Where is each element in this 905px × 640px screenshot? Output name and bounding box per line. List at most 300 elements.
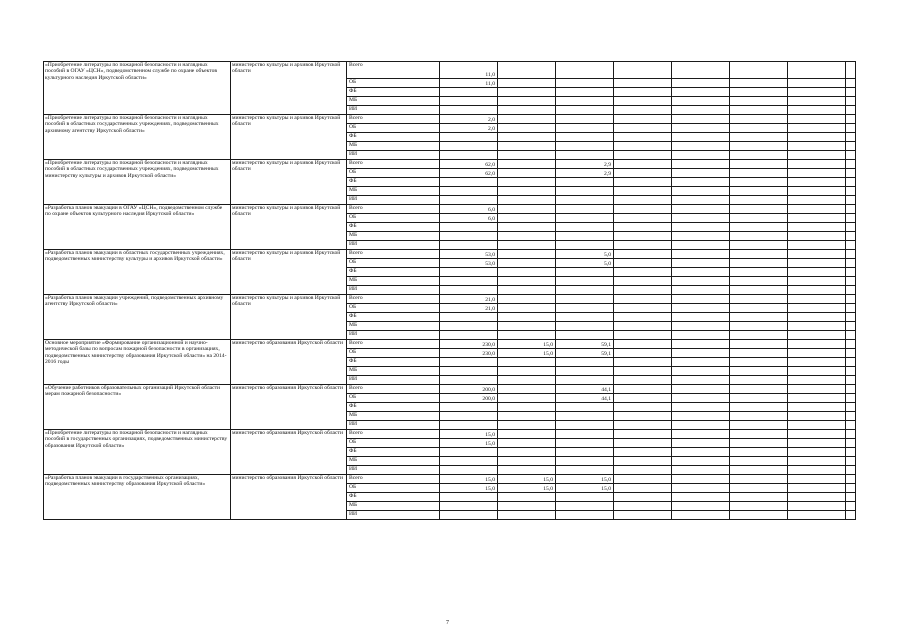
- amount-cell: [556, 133, 614, 142]
- funding-source: ФБ: [347, 493, 440, 502]
- amount-cell: [788, 394, 846, 403]
- table-row: [44, 250, 856, 259]
- amount-cell: 59,1: [556, 340, 614, 349]
- amount-cell: [846, 340, 856, 349]
- measure-name: «Приобретение литературы по пожарной безопасности и наглядных пособий в областных государственных учреждениях, подведомственных министерству культуры и архивов Иркутской области»: [44, 160, 231, 205]
- amount-cell: [672, 439, 730, 448]
- amount-cell: [672, 475, 730, 484]
- amount-cell: [788, 115, 846, 124]
- amount-cell: [730, 62, 788, 79]
- amount-cell: [846, 439, 856, 448]
- amount-cell: [556, 412, 614, 421]
- amount-cell: [498, 205, 556, 214]
- amount-cell: [556, 448, 614, 457]
- funding-source: ОБ: [347, 169, 440, 178]
- table-row: [44, 205, 856, 214]
- amount-cell: [672, 457, 730, 466]
- amount-cell: 2,0: [440, 124, 498, 133]
- amount-cell: [846, 493, 856, 502]
- amount-cell: [614, 421, 672, 430]
- amount-cell: [498, 178, 556, 187]
- amount-cell: [556, 88, 614, 97]
- amount-cell: [498, 493, 556, 502]
- amount-cell: [614, 322, 672, 331]
- amount-cell: [788, 403, 846, 412]
- amount-cell: [556, 196, 614, 205]
- amount-cell: [498, 403, 556, 412]
- measure-name: «Приобретение литературы по пожарной безопасности и наглядных пособий в государственных организациях, подведомственных министерству образования Иркутской области»: [44, 430, 231, 475]
- amount-cell: [556, 97, 614, 106]
- amount-cell: [788, 421, 846, 430]
- amount-cell: [788, 286, 846, 295]
- amount-cell: [614, 403, 672, 412]
- amount-cell: [556, 268, 614, 277]
- amount-cell: [614, 376, 672, 385]
- amount-cell: [614, 412, 672, 421]
- amount-cell: [498, 511, 556, 520]
- amount-cell: 5,0: [556, 259, 614, 268]
- amount-cell: [672, 250, 730, 259]
- amount-cell: [846, 277, 856, 286]
- amount-cell: [846, 223, 856, 232]
- amount-cell: [440, 62, 498, 79]
- amount-cell: [498, 412, 556, 421]
- amount-cell: 2,9: [556, 160, 614, 169]
- funding-source: ИИ: [347, 286, 440, 295]
- amount-cell: [614, 62, 672, 79]
- responsible-executor: министерство культуры и архивов Иркутской области: [231, 295, 347, 340]
- amount-cell: [730, 448, 788, 457]
- funding-source: ФБ: [347, 268, 440, 277]
- amount-cell: 15,0: [498, 484, 556, 493]
- amount-cell: [614, 232, 672, 241]
- amount-cell: [440, 421, 498, 430]
- amount-cell: [440, 466, 498, 475]
- amount-cell: [846, 142, 856, 151]
- amount-cell: [672, 106, 730, 115]
- amount-cell: [440, 358, 498, 367]
- funding-source: Всего: [347, 115, 440, 124]
- amount-cell: [730, 133, 788, 142]
- amount-cell: [788, 133, 846, 142]
- amount-cell: [788, 376, 846, 385]
- amount-cell: [672, 88, 730, 97]
- amount-cell: [730, 295, 788, 304]
- amount-cell: [672, 340, 730, 349]
- amount-cell: [672, 124, 730, 133]
- amount-cell: [614, 97, 672, 106]
- funding-source: МБ: [347, 97, 440, 106]
- funding-source: МБ: [347, 502, 440, 511]
- amount-cell: [556, 403, 614, 412]
- amount-cell: [788, 169, 846, 178]
- amount-cell: [730, 385, 788, 394]
- responsible-executor: министерство культуры и архивов Иркутской области: [231, 62, 347, 115]
- amount-cell: [440, 196, 498, 205]
- amount-cell: [672, 412, 730, 421]
- amount-cell: [440, 133, 498, 142]
- amount-cell: [846, 151, 856, 160]
- amount-cell: [846, 349, 856, 358]
- amount-cell: [498, 313, 556, 322]
- amount-cell: [614, 439, 672, 448]
- amount-cell: [498, 502, 556, 511]
- amount-cell: [556, 313, 614, 322]
- amount-cell: [556, 178, 614, 187]
- funding-source: ИИ: [347, 376, 440, 385]
- amount-cell: [846, 457, 856, 466]
- amount-cell: [788, 223, 846, 232]
- amount-cell: [730, 412, 788, 421]
- amount-cell: [730, 349, 788, 358]
- amount-cell: [614, 178, 672, 187]
- amount-cell: [788, 304, 846, 313]
- amount-cell: [498, 376, 556, 385]
- amount-cell: [672, 511, 730, 520]
- amount-cell: [730, 250, 788, 259]
- page-number: 7: [446, 620, 449, 626]
- amount-cell: [614, 223, 672, 232]
- amount-cell: [614, 367, 672, 376]
- funding-source: МБ: [347, 232, 440, 241]
- amount-cell: [846, 385, 856, 394]
- amount-cell: [788, 466, 846, 475]
- amount-cell: [614, 124, 672, 133]
- amount-cell: [498, 358, 556, 367]
- amount-cell: [498, 277, 556, 286]
- amount-cell: [788, 196, 846, 205]
- document-page: [43, 61, 855, 520]
- amount-cell: [788, 313, 846, 322]
- amount-cell: [498, 88, 556, 97]
- measure-name: «Разработка планов эвакуации в областных государственных учреждениях, подведомственных министерству культуры и архивов Иркутской области»: [44, 250, 231, 295]
- amount-cell: [556, 277, 614, 286]
- amount-cell: [614, 484, 672, 493]
- amount-cell: [788, 484, 846, 493]
- amount-cell: [498, 322, 556, 331]
- amount-cell: [672, 259, 730, 268]
- amount-cell: [672, 430, 730, 439]
- funding-source: Всего: [347, 385, 440, 394]
- amount-cell: [846, 475, 856, 484]
- amount-cell: [672, 448, 730, 457]
- amount-cell: [730, 394, 788, 403]
- amount-cell: [556, 358, 614, 367]
- responsible-executor: министерство образования Иркутской области: [231, 475, 347, 520]
- amount-cell: [614, 448, 672, 457]
- amount-cell: [614, 268, 672, 277]
- funding-source: ФБ: [347, 88, 440, 97]
- amount-cell: [846, 187, 856, 196]
- amount-cell: [614, 430, 672, 439]
- amount-cell: [614, 160, 672, 169]
- amount-cell: [788, 142, 846, 151]
- amount-cell: 21,0: [440, 304, 498, 313]
- amount-cell: [498, 160, 556, 169]
- amount-cell: [730, 457, 788, 466]
- amount-cell: [730, 493, 788, 502]
- funding-source: ИИ: [347, 511, 440, 520]
- amount-cell: [730, 268, 788, 277]
- amount-cell: [440, 493, 498, 502]
- amount-cell: [730, 502, 788, 511]
- amount-cell: [672, 277, 730, 286]
- amount-cell: [614, 133, 672, 142]
- amount-cell: 200,0: [440, 385, 498, 394]
- amount-cell: [556, 241, 614, 250]
- amount-cell: [498, 268, 556, 277]
- measure-name: «Разработка планов эвакуации в ОГАУ «ЦСН», подведомственном службе по охране объектов культурного наследия Иркутской области»: [44, 205, 231, 250]
- amount-cell: [846, 106, 856, 115]
- amount-cell: [440, 142, 498, 151]
- amount-cell: [672, 322, 730, 331]
- amount-cell: [556, 322, 614, 331]
- amount-cell: [440, 313, 498, 322]
- amount-cell: [846, 268, 856, 277]
- table-row: [44, 115, 856, 124]
- funding-source: ИИ: [347, 106, 440, 115]
- funding-source: Всего: [347, 250, 440, 259]
- amount-cell: [498, 367, 556, 376]
- amount-cell: [440, 322, 498, 331]
- amount-value: 11,0: [485, 71, 495, 78]
- amount-cell: [730, 196, 788, 205]
- amount-cell: [846, 115, 856, 124]
- amount-cell: 62,0: [440, 169, 498, 178]
- amount-cell: [614, 196, 672, 205]
- amount-cell: [788, 295, 846, 304]
- amount-cell: [788, 511, 846, 520]
- amount-cell: [846, 97, 856, 106]
- amount-cell: [730, 151, 788, 160]
- amount-cell: [730, 160, 788, 169]
- amount-cell: [672, 295, 730, 304]
- funding-source: ОБ: [347, 259, 440, 268]
- amount-cell: [730, 367, 788, 376]
- amount-cell: [498, 187, 556, 196]
- amount-cell: [556, 331, 614, 340]
- amount-cell: [846, 322, 856, 331]
- amount-cell: [556, 457, 614, 466]
- amount-cell: 15,0: [440, 475, 498, 484]
- amount-cell: [788, 268, 846, 277]
- amount-cell: [614, 313, 672, 322]
- amount-cell: [498, 259, 556, 268]
- amount-cell: 230,0: [440, 349, 498, 358]
- amount-cell: [556, 295, 614, 304]
- funding-source: Всего: [347, 205, 440, 214]
- amount-cell: [556, 187, 614, 196]
- amount-cell: [498, 241, 556, 250]
- funding-source: МБ: [347, 412, 440, 421]
- amount-cell: [846, 286, 856, 295]
- amount-cell: [730, 214, 788, 223]
- amount-cell: [440, 88, 498, 97]
- amount-cell: [498, 97, 556, 106]
- amount-cell: [498, 133, 556, 142]
- amount-cell: [672, 385, 730, 394]
- amount-cell: [846, 358, 856, 367]
- funding-source: ОБ: [347, 124, 440, 133]
- funding-source: Всего: [347, 295, 440, 304]
- amount-cell: [614, 142, 672, 151]
- funding-source: ИИ: [347, 151, 440, 160]
- funding-source: ОБ: [347, 304, 440, 313]
- amount-cell: [788, 178, 846, 187]
- responsible-executor: министерство образования Иркутской области: [231, 430, 347, 475]
- responsible-executor: министерство образования Иркутской области: [231, 340, 347, 385]
- amount-cell: [730, 403, 788, 412]
- amount-cell: [556, 79, 614, 88]
- amount-cell: [556, 142, 614, 151]
- amount-cell: [440, 277, 498, 286]
- amount-cell: [672, 205, 730, 214]
- table-row: [44, 62, 856, 79]
- amount-cell: [440, 376, 498, 385]
- funding-source: ОБ: [347, 439, 440, 448]
- amount-cell: [788, 358, 846, 367]
- amount-cell: [498, 115, 556, 124]
- responsible-executor: министерство культуры и архивов Иркутской области: [231, 160, 347, 205]
- amount-cell: [614, 394, 672, 403]
- measure-name: «Разработка планов эвакуации в государственных организациях, подведомственных министерству образования Иркутской области»: [44, 475, 231, 520]
- amount-cell: [498, 169, 556, 178]
- amount-cell: [730, 475, 788, 484]
- amount-cell: [556, 367, 614, 376]
- amount-cell: [672, 403, 730, 412]
- amount-cell: 15,0: [556, 484, 614, 493]
- amount-cell: [498, 286, 556, 295]
- amount-cell: [846, 295, 856, 304]
- amount-cell: 6,0: [440, 205, 498, 214]
- amount-cell: [614, 205, 672, 214]
- program-table: [43, 61, 856, 520]
- amount-cell: 15,0: [498, 475, 556, 484]
- amount-cell: [440, 151, 498, 160]
- amount-cell: [672, 142, 730, 151]
- amount-cell: [498, 331, 556, 340]
- amount-cell: [672, 133, 730, 142]
- amount-cell: [614, 115, 672, 124]
- amount-cell: [730, 259, 788, 268]
- amount-cell: [440, 178, 498, 187]
- amount-cell: 6,0: [440, 214, 498, 223]
- amount-cell: [846, 214, 856, 223]
- amount-cell: [672, 349, 730, 358]
- amount-cell: [614, 511, 672, 520]
- funding-source: ФБ: [347, 448, 440, 457]
- amount-cell: [556, 502, 614, 511]
- amount-cell: [672, 331, 730, 340]
- amount-cell: [672, 196, 730, 205]
- amount-cell: [730, 286, 788, 295]
- amount-cell: [672, 367, 730, 376]
- amount-cell: [614, 502, 672, 511]
- amount-cell: [498, 385, 556, 394]
- amount-cell: [498, 394, 556, 403]
- amount-cell: [440, 412, 498, 421]
- amount-cell: [788, 430, 846, 439]
- amount-cell: [556, 430, 614, 439]
- amount-cell: [556, 439, 614, 448]
- amount-cell: 5,0: [556, 250, 614, 259]
- amount-cell: 59,1: [556, 349, 614, 358]
- amount-cell: [730, 421, 788, 430]
- amount-cell: [498, 250, 556, 259]
- amount-cell: [440, 403, 498, 412]
- funding-source: ФБ: [347, 403, 440, 412]
- amount-cell: [614, 340, 672, 349]
- funding-source: МБ: [347, 277, 440, 286]
- amount-cell: 62,0: [440, 160, 498, 169]
- funding-source: МБ: [347, 187, 440, 196]
- amount-cell: [614, 466, 672, 475]
- amount-cell: [498, 79, 556, 88]
- responsible-executor: министерство образования Иркутской области: [231, 385, 347, 430]
- amount-cell: [672, 286, 730, 295]
- amount-cell: [672, 169, 730, 178]
- funding-source: МБ: [347, 322, 440, 331]
- amount-cell: [730, 484, 788, 493]
- amount-cell: [556, 115, 614, 124]
- amount-cell: [846, 304, 856, 313]
- amount-cell: [672, 151, 730, 160]
- amount-cell: [672, 502, 730, 511]
- amount-cell: [730, 169, 788, 178]
- funding-source: ИИ: [347, 196, 440, 205]
- amount-cell: [614, 493, 672, 502]
- amount-cell: [672, 268, 730, 277]
- amount-cell: [846, 62, 856, 79]
- amount-cell: [614, 304, 672, 313]
- amount-cell: [440, 187, 498, 196]
- amount-cell: [730, 322, 788, 331]
- amount-cell: 15,0: [556, 475, 614, 484]
- amount-cell: [788, 277, 846, 286]
- amount-cell: [788, 448, 846, 457]
- amount-cell: [730, 430, 788, 439]
- amount-cell: [672, 241, 730, 250]
- funding-source: МБ: [347, 142, 440, 151]
- measure-name: «Обучение работников образовательных организаций Иркутской области мерам пожарной безопасности»: [44, 385, 231, 430]
- amount-cell: [788, 331, 846, 340]
- amount-cell: 200,0: [440, 394, 498, 403]
- amount-cell: [672, 115, 730, 124]
- amount-cell: [846, 79, 856, 88]
- amount-cell: [788, 187, 846, 196]
- amount-cell: [788, 151, 846, 160]
- amount-cell: [672, 79, 730, 88]
- funding-source: ФБ: [347, 358, 440, 367]
- funding-source: Всего: [347, 160, 440, 169]
- amount-cell: [614, 241, 672, 250]
- amount-cell: [614, 457, 672, 466]
- amount-cell: [672, 484, 730, 493]
- amount-cell: [556, 124, 614, 133]
- measure-name: «Приобретение литературы по пожарной безопасности и наглядных пособий в областных государственных учреждениях, подведомственных архивному агентству Иркутской области»: [44, 115, 231, 160]
- amount-cell: [672, 358, 730, 367]
- amount-cell: [440, 511, 498, 520]
- amount-cell: [788, 367, 846, 376]
- amount-cell: [440, 331, 498, 340]
- amount-cell: [730, 223, 788, 232]
- amount-cell: [672, 313, 730, 322]
- amount-cell: [440, 232, 498, 241]
- amount-cell: [730, 115, 788, 124]
- amount-cell: [672, 493, 730, 502]
- amount-cell: [846, 367, 856, 376]
- amount-cell: [614, 214, 672, 223]
